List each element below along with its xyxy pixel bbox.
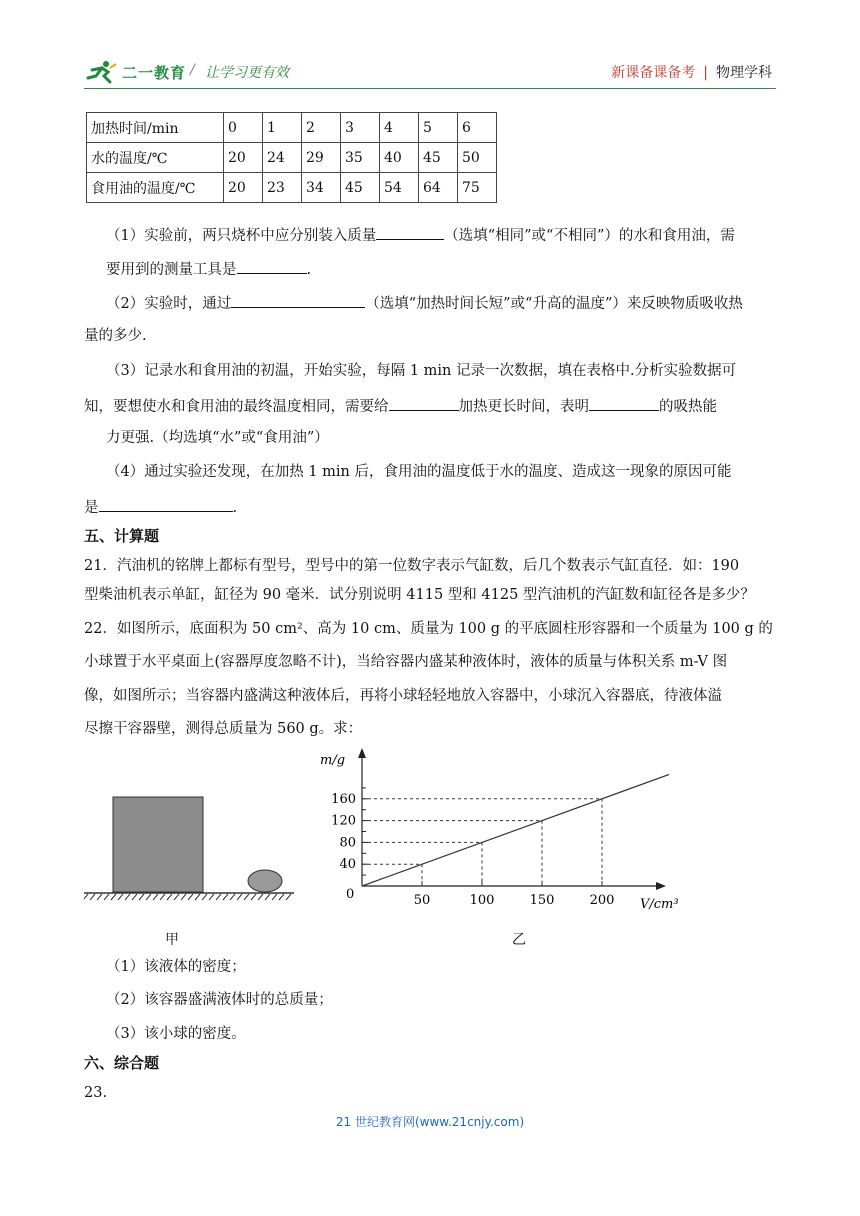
data-table: [86, 112, 497, 203]
hatch-mark: [188, 894, 193, 900]
hatch-mark: [209, 894, 214, 900]
y-tick-label: 160: [331, 791, 356, 807]
question-4-line-1: （4）通过实验还发现，在加热 1 min 后，食用油的温度低于水的温度、造成这一现象的原因可能: [106, 464, 732, 480]
problem-22-line-2: 小球置于水平桌面上(容器厚度忽略不计)，当给容器内盛某种液体时，液体的质量与体积关系 m-V 图: [84, 654, 728, 670]
answer-blank[interactable]: [99, 496, 233, 512]
hatch-mark: [153, 894, 158, 900]
hatch-mark: [202, 894, 207, 900]
hatch-mark: [84, 894, 88, 900]
origin-label: 0: [346, 887, 355, 902]
question-4-line-2: [84, 496, 237, 518]
hatch-mark: [244, 894, 249, 900]
hatch-mark: [90, 894, 95, 900]
q3-text-d: 的吸热能: [659, 399, 717, 415]
problem-23-number: 23.: [84, 1085, 108, 1101]
answer-blank[interactable]: [376, 224, 444, 240]
table-cell: 加热时间/min: [87, 113, 224, 143]
question-3-line-2: [84, 395, 717, 417]
problem-21-line-1: 21．汽油机的铭牌上都标有型号，型号中的第一位数字表示气缸数，后几个数表示气缸直径．如：190: [84, 558, 740, 574]
hatch-mark: [223, 894, 228, 900]
table-cell: 45: [419, 143, 458, 173]
question-1-line-2: [106, 258, 311, 280]
table-cell: 50: [458, 143, 497, 173]
problem-22-line-3: 像，如图所示；当容器内盛满这种液体后，再将小球轻轻地放入容器中，小球沉入容器底，待液体溢: [84, 688, 722, 704]
question-1-line-1: [106, 224, 735, 246]
q4-text-b: 是: [84, 500, 99, 516]
table-cell: 0: [224, 113, 263, 143]
hatch-mark: [286, 894, 291, 900]
table-cell: 64: [419, 173, 458, 203]
problem-22-line-1: 22．如图所示，底面积为 50 cm²、高为 10 cm、质量为 100 g 的平底圆柱形容器和一个质量为 100 g 的: [84, 621, 773, 637]
q2-text-a: （2）实验时，通过: [106, 296, 232, 312]
figure-container-ball: [84, 790, 294, 906]
header-tag: 新课备课备考: [611, 65, 696, 81]
figure-label-jia: 甲: [165, 932, 179, 948]
hatch-mark: [125, 894, 130, 900]
hatch-mark: [160, 894, 165, 900]
question-2-line-2: 量的多少.: [84, 328, 147, 344]
table-row: [87, 173, 497, 203]
x-tick-label: 50: [413, 893, 431, 908]
header-subject: 物理学科: [716, 65, 772, 81]
table-cell: 35: [341, 143, 380, 173]
table-cell: 6: [458, 113, 497, 143]
hatch-mark: [104, 894, 109, 900]
hatch-mark: [279, 894, 284, 900]
q3-text-b: 知，要想使水和食用油的最终温度相同，需要给: [84, 399, 389, 415]
hatch-mark: [265, 894, 270, 900]
hatch-mark: [237, 894, 242, 900]
hatch-mark: [174, 894, 179, 900]
table-cell: 2: [302, 113, 341, 143]
hatch-mark: [195, 894, 200, 900]
subquestion-1: （1）该液体的密度；: [106, 959, 246, 975]
question-3-line-1: （3）记录水和食用油的初温，开始实验，每隔 1 min 记录一次数据，填在表格中.分析实验数据可: [106, 363, 737, 379]
data-series-line: [362, 774, 669, 886]
table-cell: 29: [302, 143, 341, 173]
table-cell: 45: [341, 173, 380, 203]
answer-blank[interactable]: [231, 292, 365, 308]
table-cell: 24: [263, 143, 302, 173]
hatch-mark: [146, 894, 151, 900]
section-heading-6: 六、综合题: [84, 1054, 160, 1072]
table-cell: 食用油的温度/℃: [87, 173, 224, 203]
table-cell: 20: [224, 143, 263, 173]
surface-hatching: [84, 894, 291, 900]
q1-text-d: .: [306, 262, 312, 278]
hatch-mark: [132, 894, 137, 900]
x-tick-label: 150: [529, 893, 555, 908]
question-2-line-1: [106, 292, 743, 314]
table-cell: 4: [380, 113, 419, 143]
table-cell: 23: [263, 173, 302, 203]
hatch-mark: [181, 894, 186, 900]
q1-text-a: （1）实验前，两只烧杯中应分别装入质量: [106, 228, 377, 244]
header-slash: /: [190, 62, 195, 78]
header-divider: [84, 88, 776, 89]
table-cell: 40: [380, 143, 419, 173]
hatch-mark: [230, 894, 235, 900]
question-3-line-3: 力更强.（均选填“水”或“食用油”）: [106, 430, 329, 446]
subquestion-2: （2）该容器盛满液体时的总质量；: [106, 992, 333, 1008]
ball-shape: [248, 870, 282, 892]
figure-label-yi: 乙: [512, 932, 526, 948]
page-footer: 21 世纪教育网(www.21cnjy.com): [335, 1115, 525, 1129]
q2-text-b: （选填“加热时间长短”或“升高的温度”）来反映物质吸收热: [365, 296, 743, 312]
answer-blank[interactable]: [237, 258, 307, 274]
answer-blank[interactable]: [589, 395, 659, 411]
container-block: [113, 797, 203, 892]
q4-text-c: .: [232, 500, 238, 516]
table-cell: 20: [224, 173, 263, 203]
mv-chart: [312, 746, 702, 916]
problem-21-line-2: 型柴油机表示单缸，缸径为 90 毫米．试分别说明 4115 型和 4125 型汽油机的汽缸数和缸径各是多少？: [84, 587, 755, 603]
hatch-mark: [258, 894, 263, 900]
table-cell: 5: [419, 113, 458, 143]
subquestion-3: （3）该小球的密度。: [106, 1026, 246, 1042]
table-cell: 水的温度/℃: [87, 143, 224, 173]
x-tick-label: 200: [589, 893, 615, 908]
y-axis-label: m/g: [320, 753, 346, 768]
q3-text-c: 加热更长时间，表明: [458, 399, 589, 415]
hatch-mark: [111, 894, 116, 900]
hatch-mark: [272, 894, 277, 900]
header-separator: |: [703, 65, 708, 81]
table-row: [87, 143, 497, 173]
section-heading-5: 五、计算题: [84, 527, 160, 545]
hatch-mark: [118, 894, 123, 900]
table-cell: 3: [341, 113, 380, 143]
problem-22-line-4: 尽擦干容器壁，测得总质量为 560 g。求：: [84, 721, 363, 737]
header-slogan: 让学习更有效: [205, 65, 289, 81]
y-axis-arrow: [358, 748, 366, 758]
y-tick-label: 80: [339, 835, 356, 851]
table-cell: 34: [302, 173, 341, 203]
table-row: [87, 113, 497, 143]
hatch-mark: [216, 894, 221, 900]
y-tick-label: 40: [339, 857, 356, 873]
table-cell: 1: [263, 113, 302, 143]
answer-blank[interactable]: [389, 395, 459, 411]
q1-text-c: 要用到的测量工具是: [106, 262, 237, 278]
runner-logo-icon: [84, 60, 118, 84]
x-tick-label: 100: [469, 893, 495, 908]
x-axis-label: V/cm³: [640, 897, 679, 912]
x-axis-arrow: [656, 882, 666, 890]
hatch-mark: [251, 894, 256, 900]
table-cell: 54: [380, 173, 419, 203]
header-right: [611, 62, 772, 82]
table-cell: 75: [458, 173, 497, 203]
hatch-mark: [139, 894, 144, 900]
brand-logo: [84, 60, 186, 84]
y-tick-label: 120: [331, 813, 356, 829]
hatch-mark: [97, 894, 102, 900]
logo-text: 二一教育: [122, 63, 187, 82]
hatch-mark: [167, 894, 172, 900]
q1-text-b: （选填“相同”或“不相同”）的水和食用油，需: [444, 228, 735, 244]
